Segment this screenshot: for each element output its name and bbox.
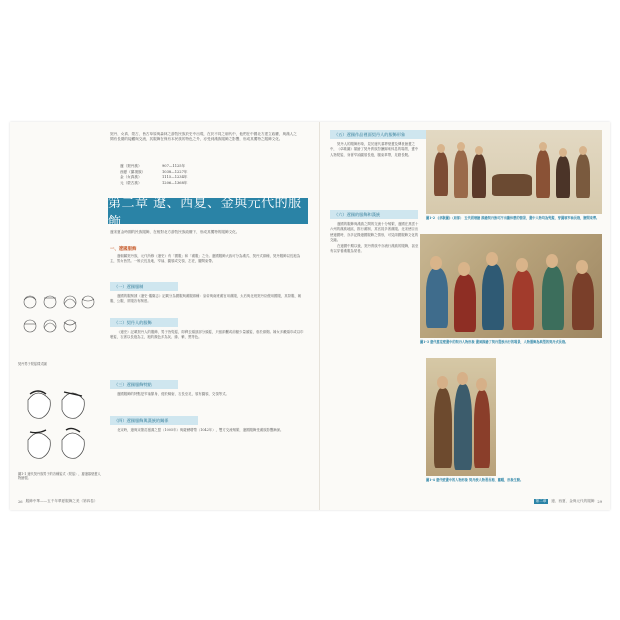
section-heading: 一、遼國服飾: [110, 247, 137, 252]
painted-head: [437, 376, 448, 389]
painted-head: [486, 252, 498, 266]
right-footer: [534, 499, 602, 504]
chapter-title: 第二章 遼、西夏、金與元代的服飾: [108, 198, 308, 224]
painted-figure: [576, 154, 590, 198]
page-number: 29: [597, 499, 602, 504]
painted-figure: [434, 152, 448, 196]
paragraph-text: 遼國服飾的特點是窄袖緊身、便於騎射，衣長至足，領有圓領、交領等式。: [117, 392, 229, 396]
chapter-subtitle: 遼宋夏金時期的民族服飾，在相對北方游牧民族政權下，形成其獨特的服飾文化。: [110, 230, 240, 234]
dynasty-row: [120, 181, 187, 187]
painting-zhuoxie: [426, 130, 602, 214]
photo-caption: [426, 216, 602, 220]
paragraph-text: 遼國的服制據《遼史·儀衛志》記載分為國服與漢服兩種：皇帝與南班漢官用漢服，太后與北班契丹臣僚用國服，其祭服、朝服、公服、常服各有制度。: [110, 294, 302, 304]
painted-figure: [492, 174, 532, 196]
painted-figure: [542, 266, 564, 330]
body-paragraph: [330, 222, 420, 254]
figure-caption: 圖1-1 遼代契丹族男子的各種髮式（髡髮），據遼墓壁畫人物繪製。: [18, 472, 101, 481]
painted-head: [457, 372, 468, 385]
footer-title: 遼、西夏、金與元代的服飾: [551, 499, 595, 503]
left-page: [10, 122, 319, 510]
paragraph-text: 契丹人的服飾形象，見於遼代墓葬壁畫及傳世繪畫之中，《卓歇圖》描繪了契丹貴族狩獵歸來休息的場景，畫中人物髡髮，身著窄袖圓領長袍，腰束革帶，足蹬長靴。: [330, 142, 419, 157]
dynasty-years: 907—1125年: [162, 164, 186, 168]
sub-heading: （四）遼國服飾與漢族的關係: [110, 416, 198, 425]
book-spread: [10, 122, 610, 510]
body-paragraph: [110, 392, 305, 397]
painted-head: [516, 258, 528, 272]
painted-head: [539, 142, 547, 151]
dynasty-years: 1115—1234年: [162, 175, 188, 180]
paragraph-text: 在遼國中期以後，契丹貴族中亦流行漢族的服飾，甚至有以穿著漢服為榮者。: [330, 243, 419, 254]
painted-figure: [536, 150, 550, 198]
painted-figure: [482, 264, 504, 330]
hairstyle-sketch-icon: [18, 290, 98, 360]
paragraph-text: 遼朝屬契丹族，元代所修《遼史》有「國服」和「漢服」之分。遼國服飾大致可分為漢式、契丹式兩種，契丹服飾以長袍為主，男女皆然。一般衣長及地，窄袖、圓領或交領、左衽，腰間束帶。: [110, 254, 301, 264]
paragraph-text: 北宋時，遼與宋簽訂澶淵之盟（1005年）與慶曆增幣（1042年），雙方交流頻繁，遼國服飾受漢族影響漸深。: [117, 428, 284, 432]
caption-text: 圖1-2 《卓歇圖》（局部） 五代胡瓌繪 描繪契丹族可汗出獵休憩的情景，畫中人物均為髡髮，穿圓領窄袖長袍，腰間束帶。: [426, 216, 600, 220]
body-paragraph: [110, 428, 305, 433]
dynasty-years: 1038—1227年: [162, 169, 188, 174]
right-page: [320, 122, 610, 510]
painted-figure: [472, 154, 486, 198]
mural-procession: [420, 234, 602, 338]
photo-caption: [426, 478, 526, 482]
painted-head: [430, 256, 442, 270]
painted-figure: [512, 270, 534, 330]
left-footer: [18, 499, 97, 504]
dynasty-name: 元（蒙古族）: [120, 180, 142, 185]
body-paragraph: [110, 294, 305, 305]
painted-figure: [474, 390, 490, 468]
painted-head: [476, 378, 487, 391]
painted-head: [475, 146, 483, 155]
dynasty-years: 1206—1368年: [162, 180, 188, 185]
paragraph-text: 遼國的服飾與漢族之間的交流十分頻繁，遼國在燕雲十六州的漢族地區，推行漢制，其官員多著漢服。北宋使臣出使遼國時，亦多記錄遼國服飾之情形，可見兩國服飾文化的交融。: [330, 222, 419, 243]
dynasty-table: [120, 164, 187, 186]
painted-figure: [454, 150, 468, 198]
painted-head: [458, 262, 470, 276]
body-paragraph: [330, 142, 420, 158]
intro-paragraph: 契丹、女真、蒙古，皆古草原與森林之游牧民族於史中出現，在於不同之朝代中，他們在中國北方建立政權，與漢人之間有長期的接觸與交流，其服飾在保有本民族的特色之外，亦受到漢族服飾之影響，形成其獨特之服飾文化。: [110, 132, 297, 142]
photo-caption: [420, 340, 602, 344]
sub-heading: （三）遼國服飾特點: [110, 380, 178, 389]
sub-heading: （一）遼國服制: [110, 282, 178, 291]
sub-heading: （二）契丹人的服飾: [110, 318, 178, 327]
painted-figure: [434, 388, 452, 468]
painted-figure: [426, 268, 448, 328]
painted-head: [576, 260, 588, 274]
caption-text: 圖1-4 遼代壁畫中的人物形象 契丹族人物著長袍、戴帽，形象生動。: [426, 478, 524, 482]
painted-head: [546, 254, 558, 268]
paragraph-text: 《遼史》記載契丹人的服飾，男子皆髡髮，即剃去頭頂部分頭髮，只留兩鬢或前額少量頭髮，垂於兩側。婦女多戴頭巾或以巾裹髮，衣著以長袍為主，袍的顏色多為灰、綠、紫、黑等色。: [110, 330, 304, 340]
dynasty-name: 遼（契丹族）: [120, 164, 142, 168]
painted-figure: [454, 274, 476, 332]
painted-head: [457, 142, 465, 151]
caption-text: 圖1-3 遼代墓室壁畫中的契丹人物形象 畫面描繪了契丹貴族出行的場景，人物服飾為典型的契丹式長袍。: [420, 340, 569, 344]
footer-title: 服飾中華——五千年華夏服飾之美（第四卷）: [25, 499, 98, 503]
sub-heading: （五）遼國作品裡面契丹人的服飾形象: [330, 130, 428, 139]
painted-figure: [454, 384, 472, 470]
figure-caption: 契丹男子髡髮樣式圖: [18, 362, 47, 366]
head-profile-icon: [18, 380, 98, 470]
mural-figures: [426, 358, 496, 476]
painted-head: [559, 148, 567, 157]
painted-head: [437, 144, 445, 153]
painted-figure: [556, 156, 570, 198]
hairstyle-sketches-top: [18, 290, 98, 360]
painted-figure: [572, 272, 594, 330]
page-number: 26: [18, 499, 23, 504]
dynasty-name: 西夏（黨項族）: [120, 169, 146, 174]
sub-heading: （六）遼國的服飾和漢族: [330, 210, 418, 219]
footer-chapter: 第二章: [535, 499, 547, 503]
painted-head: [579, 146, 587, 155]
hairstyle-sketches-bottom: [18, 380, 98, 470]
dynasty-name: 金（女真族）: [120, 175, 142, 180]
body-paragraph: [110, 330, 305, 341]
body-paragraph: [110, 254, 305, 265]
